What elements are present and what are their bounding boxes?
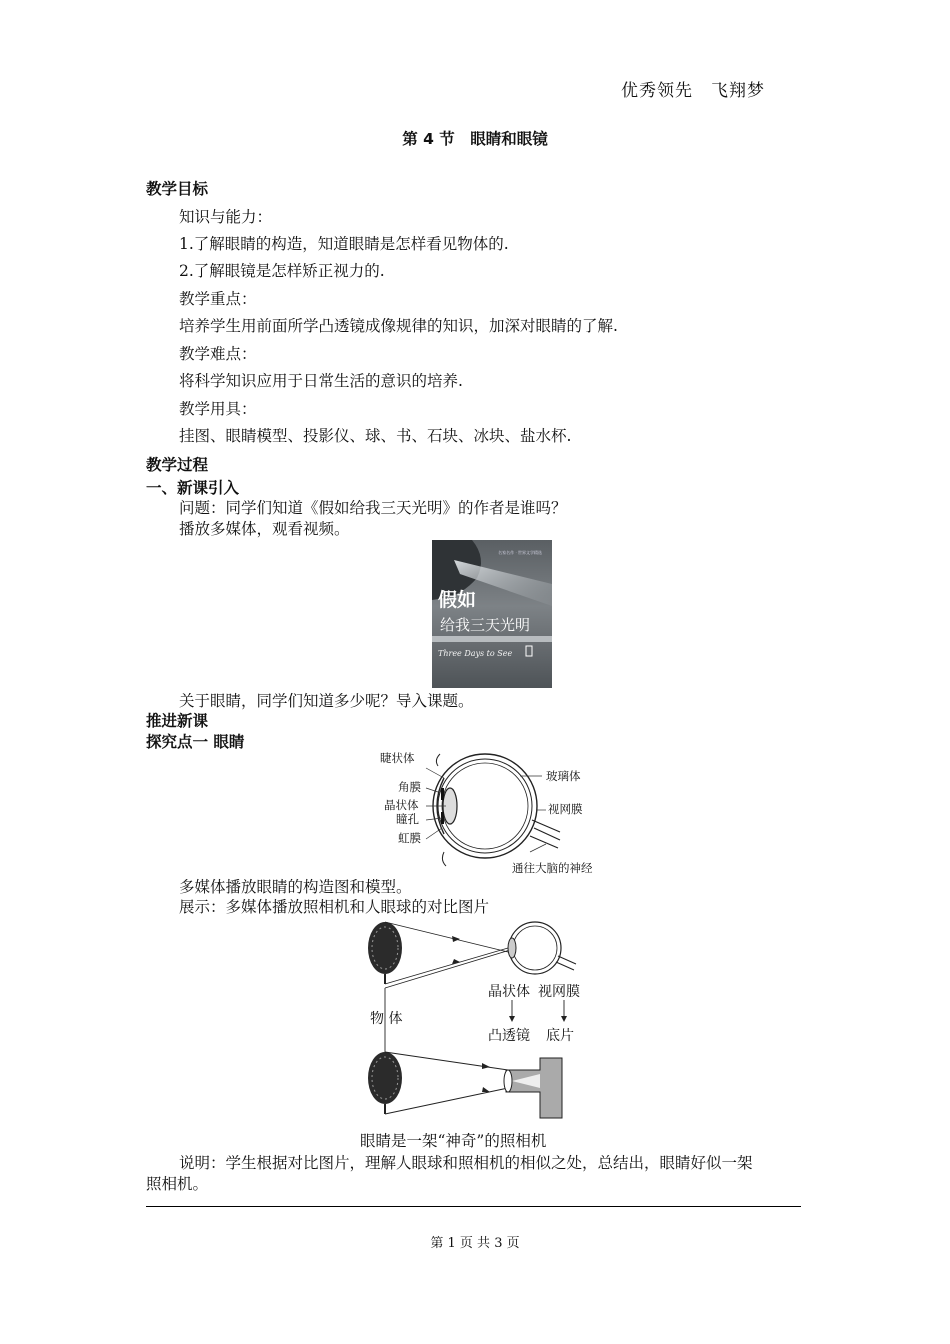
key-text: 培养学生用前面所学凸透镜成像规律的知识，加深对眼睛的了解. bbox=[179, 317, 618, 335]
tree-top-icon bbox=[368, 922, 402, 984]
label-eye-lens: 晶状体 bbox=[488, 984, 530, 1000]
label-nerve: 通往大脑的神经 bbox=[512, 861, 593, 875]
after-eye-text: 多媒体播放眼睛的构造图和模型。 bbox=[179, 878, 412, 896]
media-text: 播放多媒体，观看视频。 bbox=[179, 520, 350, 538]
label-lens: 晶状体 bbox=[384, 798, 419, 812]
knowledge-label: 知识与能力： bbox=[179, 208, 273, 226]
footer-divider bbox=[146, 1206, 801, 1207]
explain-line-2: 照相机。 bbox=[146, 1175, 209, 1193]
label-cam-lens: 凸透镜 bbox=[488, 1028, 530, 1044]
tree-bottom-icon bbox=[368, 1052, 402, 1114]
label-retina: 视网膜 bbox=[548, 802, 583, 816]
key-label: 教学重点： bbox=[179, 290, 257, 308]
difficulty-label: 教学难点： bbox=[179, 345, 257, 363]
label-cam-film: 底片 bbox=[546, 1028, 574, 1044]
camera-caption: 眼睛是一架“神奇”的照相机 bbox=[360, 1132, 547, 1150]
label-iris: 虹膜 bbox=[398, 831, 421, 845]
explain-line-1: 说明：学生根据对比图片，理解人眼球和照相机的相似之处，总结出，眼睛好似一架 bbox=[179, 1154, 753, 1172]
question-text: 问题：同学们知道《假如给我三天光明》的作者是谁吗？ bbox=[179, 499, 567, 517]
label-ciliary: 睫状体 bbox=[380, 751, 415, 765]
page-title: 第 4 节 眼睛和眼镜 bbox=[402, 130, 548, 148]
book-english-title: Three Days to See bbox=[438, 649, 513, 658]
intro-heading: 一、新课引入 bbox=[146, 479, 240, 497]
header-slogan: 优秀领先 飞翔梦 bbox=[621, 81, 765, 101]
page-footer: 第 1 页 共 3 页 bbox=[430, 1236, 520, 1251]
label-eye-retina: 视网膜 bbox=[538, 984, 580, 1000]
eye-structure-diagram bbox=[360, 748, 620, 878]
label-object: 物 体 bbox=[370, 1011, 403, 1027]
book-cover-image bbox=[432, 540, 552, 688]
after-book-text: 关于眼睛，同学们知道多少呢？导入课题。 bbox=[179, 692, 474, 710]
book-series: 名家名作 · 世界文学精选 bbox=[498, 550, 542, 555]
label-cornea: 角膜 bbox=[398, 780, 421, 794]
eye-camera-comparison-diagram bbox=[340, 918, 610, 1133]
show-text: 展示：多媒体播放照相机和人眼球的对比图片 bbox=[179, 898, 490, 916]
process-heading: 教学过程 bbox=[146, 456, 209, 474]
explore1-heading: 探究点一 眼睛 bbox=[146, 733, 245, 751]
tools-label: 教学用具： bbox=[179, 400, 257, 418]
knowledge-item-2: 2.了解眼镜是怎样矫正视力的. bbox=[179, 262, 385, 280]
tools-text: 挂图、眼睛模型、投影仪、球、书、石块、冰块、盐水杯. bbox=[179, 427, 572, 445]
book-title-line2: 给我三天光明 bbox=[440, 616, 531, 634]
difficulty-text: 将科学知识应用于日常生活的意识的培养. bbox=[179, 372, 463, 390]
advance-heading: 推进新课 bbox=[146, 712, 209, 730]
label-pupil: 瞳孔 bbox=[396, 812, 419, 826]
knowledge-item-1: 1.了解眼睛的构造，知道眼睛是怎样看见物体的. bbox=[179, 235, 509, 253]
book-title-line1: 假如 bbox=[438, 589, 477, 611]
label-vitreous: 玻璃体 bbox=[546, 769, 581, 783]
goals-heading: 教学目标 bbox=[146, 180, 209, 198]
